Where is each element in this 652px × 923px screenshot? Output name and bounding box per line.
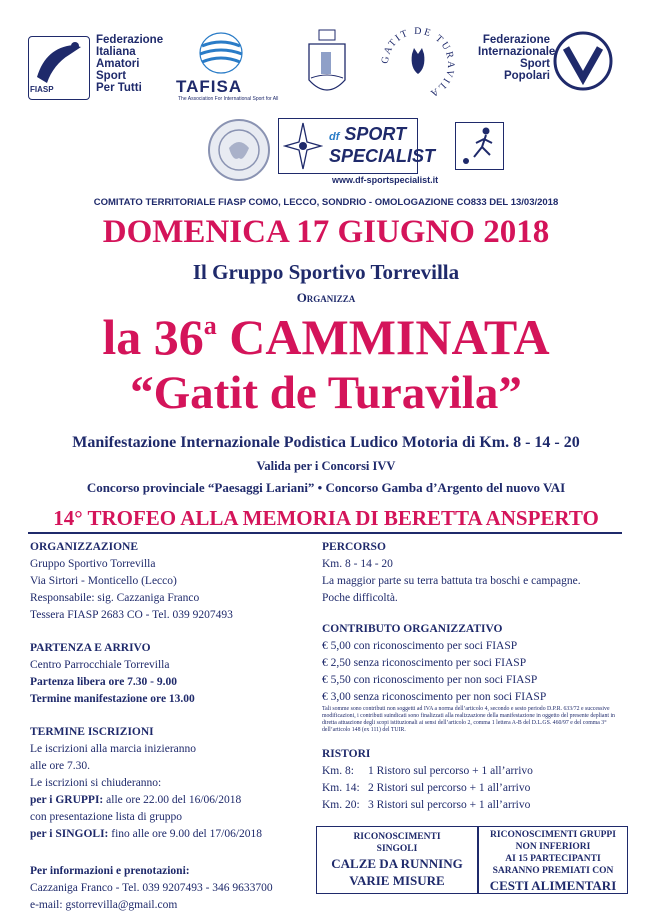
box-line: NON INFERIORI xyxy=(515,842,591,852)
town-crest-icon xyxy=(305,28,349,104)
percorso-line: La maggior parte su terra battuta tra boschi e campagne. xyxy=(322,575,581,587)
box-line: CALZE DA RUNNING xyxy=(331,856,463,871)
walker-figure-icon xyxy=(456,123,503,169)
contributo-line: € 5,00 con riconoscimento per soci FIASP xyxy=(322,640,518,652)
event-date: DOMENICA 17 GIUGNO 2018 xyxy=(102,214,550,250)
df-brand: df xyxy=(329,131,340,143)
left-column xyxy=(30,539,305,914)
ivv-emblem-icon xyxy=(552,30,614,92)
camminata-title xyxy=(0,309,652,365)
ristori-text: 2 Ristori sul percorso + 1 all’arrivo xyxy=(368,782,531,794)
ristori-row xyxy=(322,763,622,780)
camminata-post: CAMMINATA xyxy=(216,309,550,365)
divider xyxy=(28,532,622,534)
fisp-line: Popolari xyxy=(503,70,550,83)
contributo-note: Tali somme sono contributi non soggetti ad IVA a norma dell’articolo 4, secondo e sesto periodo D.P.R. 633/72 e successive modificazioni, i contributi suindicati sono finalizzati alla realizzazione della manifestazione in oggetto del presente depliant in diretta attuazione degli scopi istituzionali ai sensi dell’articolo 2, comma 1 lettera A-B del D.L.GS. 460/97 e del comma 3° dell’articolo 148 (ex 111) del TUIR. xyxy=(322,706,615,733)
fiasp-line: Sport xyxy=(96,70,127,83)
ristori-km: Km. 8: xyxy=(322,765,354,777)
df-url[interactable]: www.df-sportspecialist.it xyxy=(332,175,439,185)
box-line: VARIE MISURE xyxy=(349,873,445,888)
partenza-line: Termine manifestazione ore 13.00 xyxy=(30,693,195,705)
iscrizioni-line: con presentazione lista di gruppo xyxy=(30,811,183,823)
gatit-seal-text: GATIT DE TURAVILA xyxy=(379,25,457,100)
partenza-line: Centro Parrocchiale Torrevilla xyxy=(30,659,170,671)
fisp-line: Sport xyxy=(519,58,550,71)
fisp-name xyxy=(478,34,556,83)
fiasp-line: Amatori xyxy=(96,58,140,71)
partenza-title: PARTENZA E ARRIVO xyxy=(30,642,151,654)
trofeo-line: 14° TROFEO ALLA MEMORIA DI BERETTA ANSPERTO xyxy=(53,506,599,530)
df-line1: SPORT xyxy=(344,124,407,144)
percorso-line: Km. 8 - 14 - 20 xyxy=(322,558,393,570)
fiasp-line: Federazione xyxy=(96,34,164,46)
iscrizioni-line xyxy=(30,826,305,843)
info-title: Per informazioni e prenotazioni: xyxy=(30,865,190,877)
tafisa-word: TAFISA xyxy=(176,77,243,96)
organizer-title: Il Gruppo Sportivo Torrevilla xyxy=(192,260,460,284)
event-name: “Gatit de Turavila” xyxy=(130,367,522,419)
box-line: CESTI ALIMENTARI xyxy=(489,878,617,893)
percorso-line: Poche difficoltà. xyxy=(322,592,398,604)
iscrizioni-title: TERMINE ISCRIZIONI xyxy=(30,726,154,738)
iscrizioni-line: Le iscrizioni si chiuderanno: xyxy=(30,777,162,789)
contributo-title: CONTRIBUTO ORGANIZZATIVO xyxy=(322,623,503,635)
compass-rose-icon xyxy=(283,121,323,171)
partenza-line: Partenza libera ore 7.30 - 9.00 xyxy=(30,676,178,688)
organizza-label: Organizza xyxy=(296,290,356,305)
ristori-row xyxy=(322,797,622,814)
ristori-row xyxy=(322,780,622,797)
european-seal-icon xyxy=(207,118,271,182)
iscrizioni-line: alle ore 7.30. xyxy=(30,760,91,772)
fisp-line: Federazione xyxy=(482,34,550,46)
box-line: RICONOSCIMENTI GRUPPI xyxy=(490,830,616,840)
box-line: RICONOSCIMENTI xyxy=(353,832,441,842)
singoli-deadline: fino alle ore 9.00 del 17/06/2018 xyxy=(108,828,263,840)
iscrizioni-line xyxy=(30,792,305,809)
fisp-line: Internazionale xyxy=(478,46,556,59)
gruppi-deadline: alle ore 22.00 del 16/06/2018 xyxy=(103,794,242,806)
walker-logo xyxy=(455,122,504,170)
right-column xyxy=(322,539,622,814)
manifestazione-line: Manifestazione Internazionale Podistica Ludico Motoria di Km. 8 - 14 - 20 xyxy=(72,434,580,451)
ristori-km: Km. 20: xyxy=(322,799,360,811)
camminata-ordinal: a xyxy=(203,311,217,340)
organizzazione-line: Via Sirtori - Monticello (Lecco) xyxy=(30,575,177,587)
comitato-line: COMITATO TERRITORIALE FIASP COMO, LECCO, SONDRIO - OMOLOGAZIONE CO833 DEL 13/03/2018 xyxy=(93,197,559,208)
box-line: SINGOLI xyxy=(376,844,418,854)
contributo-line: € 2,50 senza riconoscimento per soci FIASP xyxy=(322,657,527,669)
tafisa-tagline: The Association For International Sport for All xyxy=(178,96,279,102)
organizzazione-title: ORGANIZZAZIONE xyxy=(30,541,138,553)
info-email[interactable]: e-mail: gstorrevilla@gmail.com xyxy=(30,899,178,911)
fiasp-line: Italiana xyxy=(96,46,136,59)
ristori-text: 1 Ristoro sul percorso + 1 all’arrivo xyxy=(368,765,533,777)
contributo-line: € 5,50 con riconoscimento per non soci FIASP xyxy=(322,674,538,686)
gatit-cat-seal-icon xyxy=(378,24,458,104)
organizzazione-line: Responsabile: sig. Cazzaniga Franco xyxy=(30,592,200,604)
prize-box-singoli xyxy=(316,826,478,894)
info-phone: Cazzaniga Franco - Tel. 039 9207493 - 346 9633700 xyxy=(30,882,273,894)
organizzazione-line: Tessera FIASP 2683 CO - Tel. 039 9207493 xyxy=(30,609,233,621)
concorso-line: Concorso provinciale “Paesaggi Lariani” • Concorso Gamba d’Argento del nuovo VAI xyxy=(86,480,566,495)
tafisa-globe-icon xyxy=(196,30,246,76)
ristori-title: RISTORI xyxy=(322,748,371,760)
fiasp-badge: FIASP xyxy=(30,85,54,94)
percorso-title: PERCORSO xyxy=(322,541,386,553)
fiasp-line: Per Tutti xyxy=(96,82,142,95)
ristori-km: Km. 14: xyxy=(322,782,360,794)
iscrizioni-line: Le iscrizioni alla marcia inizieranno xyxy=(30,743,197,755)
df-sport-specialist-logo xyxy=(278,118,436,174)
valida-line: Valida per i Concorsi IVV xyxy=(256,459,396,473)
fiasp-name xyxy=(96,34,163,94)
organizzazione-line: Gruppo Sportivo Torrevilla xyxy=(30,558,156,570)
singoli-label: per i SINGOLI: xyxy=(30,828,109,840)
prize-box-gruppi xyxy=(478,826,628,894)
gruppi-label: per i GRUPPI: xyxy=(30,794,104,806)
df-line2: SPECIALIST xyxy=(329,146,436,166)
contributo-line: € 3,00 senza riconoscimento per non soci FIASP xyxy=(322,691,547,703)
box-line: SARANNO PREMIATI CON xyxy=(492,866,614,876)
box-line: AI 15 PARTECIPANTI xyxy=(505,854,601,864)
ristori-text: 3 Ristori sul percorso + 1 all’arrivo xyxy=(368,799,531,811)
camminata-pre: la 36 xyxy=(102,309,204,365)
